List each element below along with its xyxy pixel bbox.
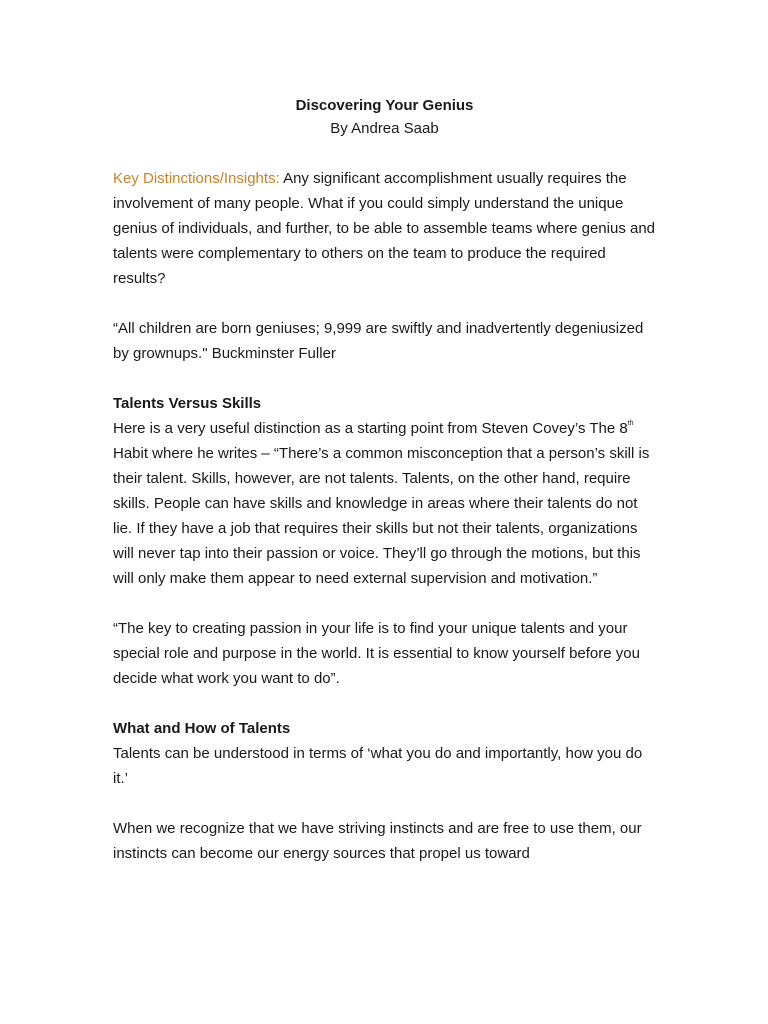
fuller-quote: “All children are born geniuses; 9,999 are swiftly and inadvertently degeniusized by grownups." Buckminster Fuller [113, 320, 644, 362]
key-distinctions-label: Key Distinctions/Insights: [113, 170, 280, 187]
what-how-paragraph: Talents can be understood in terms of ‘what you do and importantly, how you do it.’ [113, 745, 643, 787]
covey-text-end: Habit where he writes – “There’s a common misconception that a person’s skill is their talent. Skills, however, are not talents. Talents, on the other hand, require skills. People can have skills and knowledge in areas where their talents do not lie. If they have a job that requires their skills but not their talents, organizations will never tap into their passion or voice. They’ll go through the motions, but this will only make them appear to need external supervision and motivation.” [113, 445, 650, 587]
instincts-paragraph: When we recognize that we have striving instincts and are free to use them, our instincts can become our energy sources that propel us toward [113, 820, 642, 862]
talents-vs-skills-paragraph [113, 416, 656, 591]
ordinal-superscript: th [627, 420, 634, 427]
document-title: Discovering Your Genius [295, 97, 474, 114]
intro-paragraph [113, 166, 656, 291]
passion-quote: “The key to creating passion in your life is to find your unique talents and your special role and purpose in the world. It is essential to know yourself before you decide what work you want to do”. [113, 620, 640, 687]
what-how-heading: What and How of Talents [113, 720, 291, 737]
intro-text: Any significant accomplishment usually requires the involvement of many people. What if you could simply understand the unique genius of individuals, and further, to be able to assemble teams where genius and talents were complementary to others on the team to produce the required results? [113, 170, 656, 287]
talents-vs-skills-heading: Talents Versus Skills [113, 395, 262, 412]
document-author: By Andrea Saab [330, 120, 439, 137]
covey-text-start: Here is a very useful distinction as a starting point from Steven Covey’s The 8 [113, 420, 628, 437]
